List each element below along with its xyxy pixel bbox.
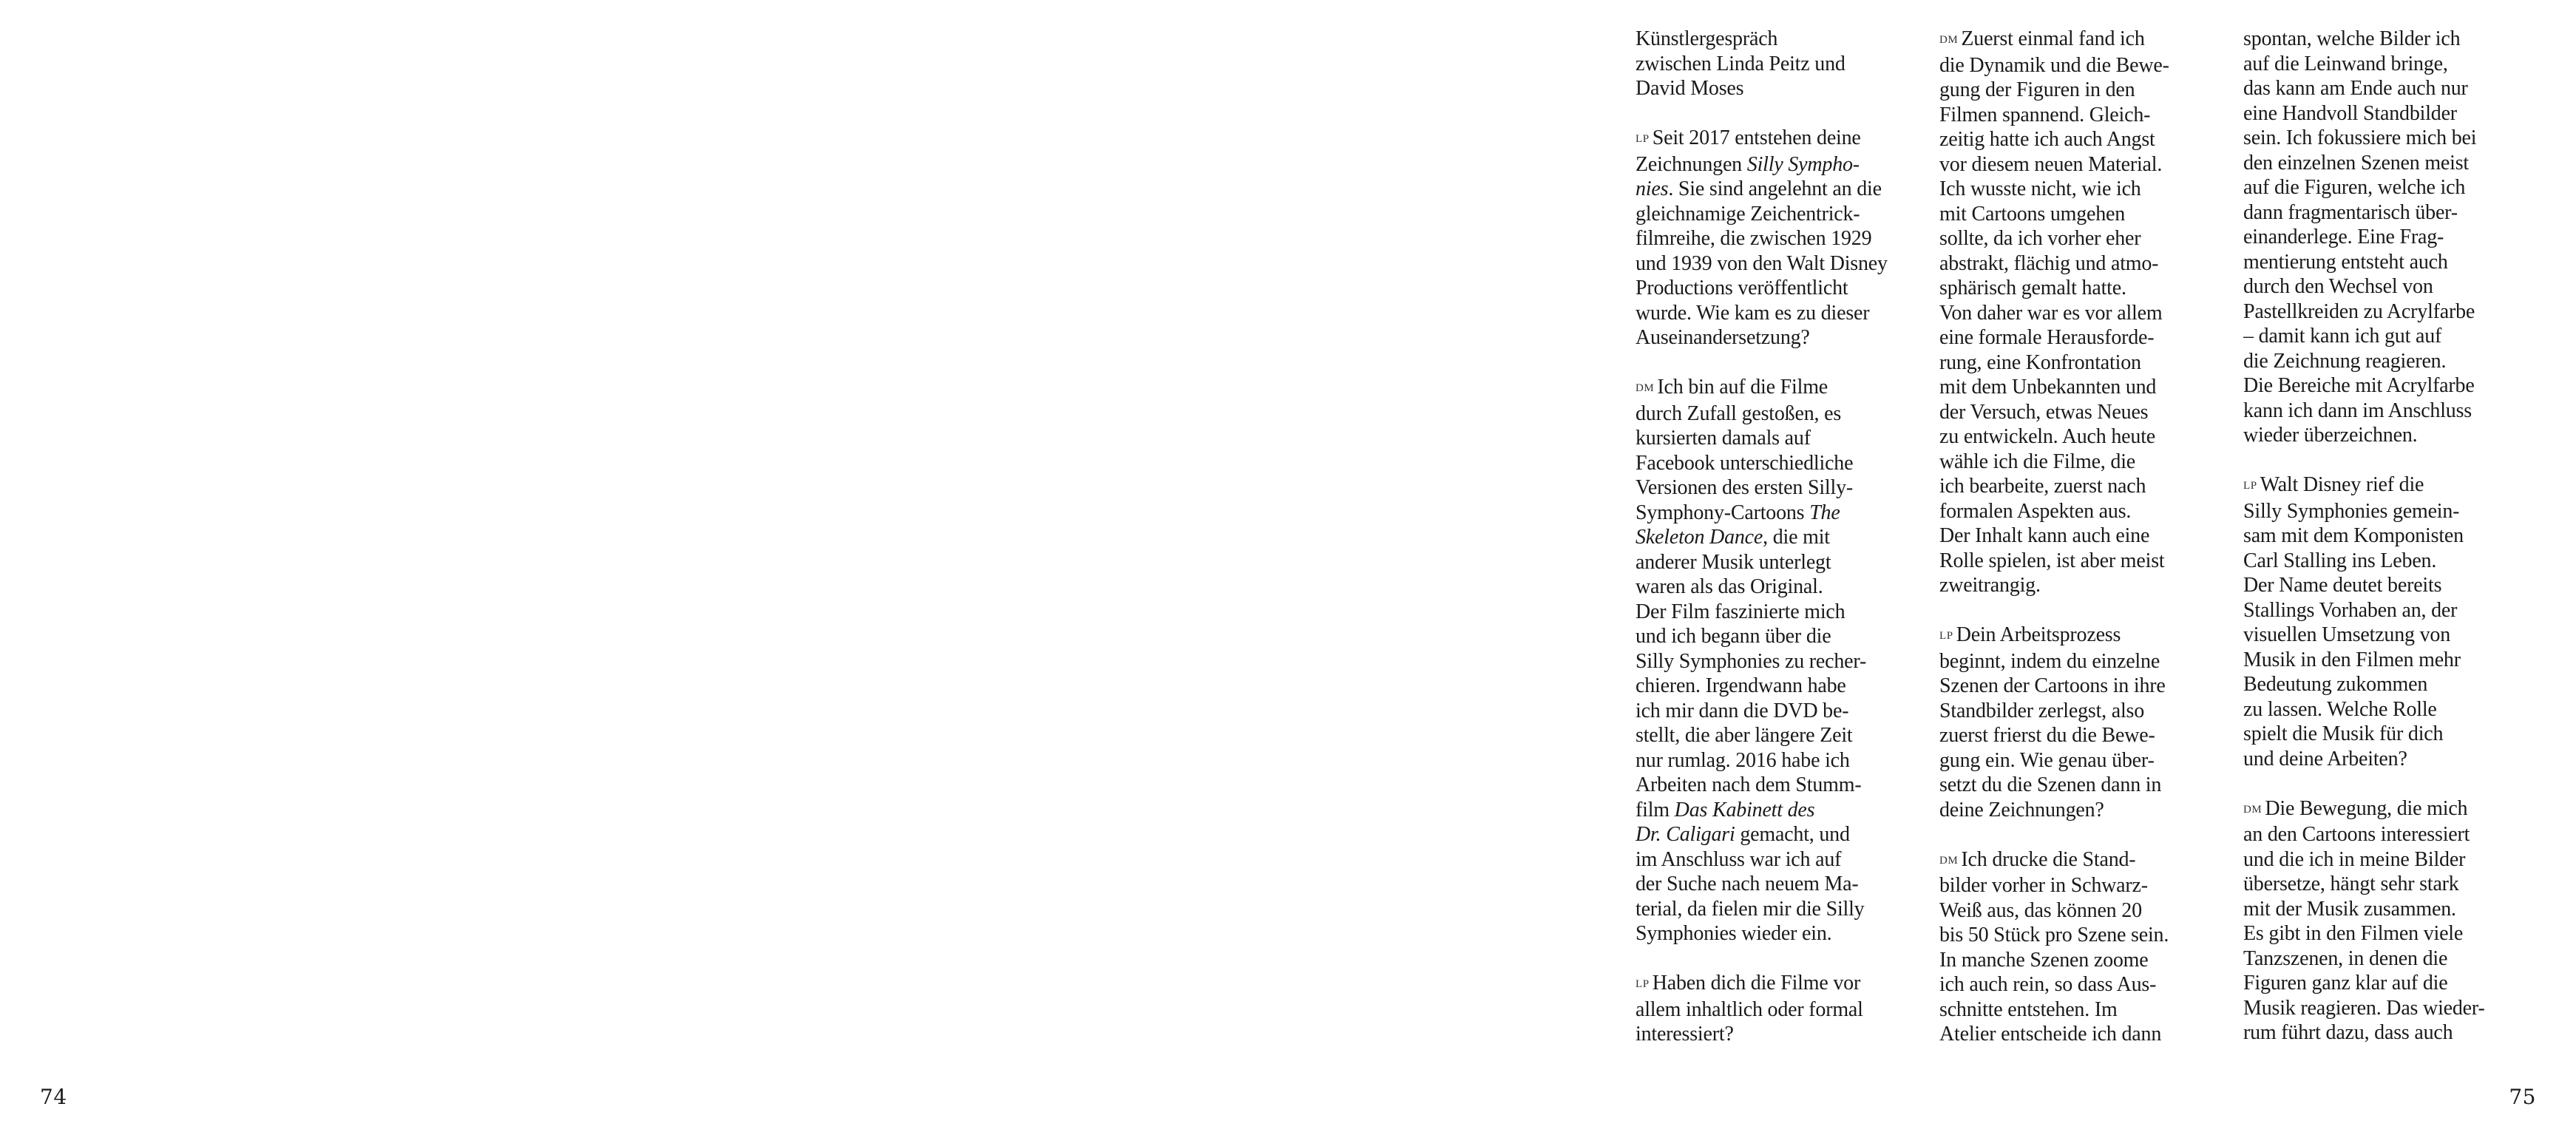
answer-paragraph-continued: spontan, welche Bilder ich auf die Leinwand bringe, das kann am Ende auch nur eine Handvoll Standbilder sein. Ich fokussiere mich bei den einzelnen Szenen meist auf die Figuren, welche ich dann fragmentarisch über- einanderlege. Eine Frag- mentierung entsteht auch durch den Wechsel von Pastellkreiden zu Acrylfarbe – damit kann ich gut auf die Zeichnung reagieren. Die Bereiche mit Acrylfarbe kann ich dann im Anschluss wieder überzeichnen. [2243,27,2477,447]
question-paragraph: LP Haben dich die Filme vor allem inhaltlich oder formal interessiert? [1636,972,1863,1046]
work-title-continued: nies [1636,177,1669,200]
speaker-mark-lp: LP [2243,480,2257,492]
speaker-mark-dm: DM [1636,382,1655,394]
interview-title: Künstlergespräch zwischen Linda Peitz und David Moses [1636,27,1845,100]
text-column-1 [1636,27,1939,1062]
film-title-caligari-continued: Dr. Caligari [1636,823,1735,846]
page-number-left: 74 [40,1085,67,1109]
work-title: Silly Sympho- [1746,152,1860,176]
answer-paragraph: DM Ich bin auf die Filme durch Zufall gestoßen, es kursierten damals auf Facebook unterschiedliche Versionen des ersten Silly- Symphony-Cartoons The Skeleton Dance, die mit anderer Musik unterlegt waren als das Original. Der Film faszinierte mich und ich begann über die Silly Symphonies zu recher- chieren. Irgendwann habe ich mir dann die DVD be- stellt, die aber längere Zeit nur rumlag. 2016 habe ich Arbeiten nach dem Stumm- film Das Kabinett des Dr. Caligari gemacht, und im Anschluss war ich auf der Suche nach neuem Ma- terial, da fielen mir die Silly Symphonies wieder ein. [1636,376,1867,945]
speaker-mark-lp: LP [1939,630,1953,642]
speaker-mark-dm: DM [1939,854,1959,867]
film-title-continued: Skeleton Dance [1636,526,1763,549]
answer-paragraph: DM Ich drucke die Stand- bilder vorher in Schwarz- Weiß aus, das können 20 bis 50 Stück pro Szene sein. In manche Szenen zoome ich auch rein, so dass Aus- schnitte entstehen. Im Atelier entscheide ich dann [1939,847,2169,1046]
text-column-2 [1939,27,2243,1062]
speaker-mark-lp: LP [1636,133,1650,145]
question-paragraph: LP Walt Disney rief die Silly Symphonies gemein- sam mit dem Komponisten Carl Stalling ins Leben. Der Name deutet bereits Stallings Vorhaben an, der visuellen Umsetzung von Musik in den Filmen mehr Bedeutung zukommen zu lassen. Welche Rolle spielt die Musik für dich und deine Arbeiten? [2243,473,2464,770]
right-page [1288,0,2576,1135]
answer-paragraph: DM Die Bewegung, die mich an den Cartoons interessiert und die ich in meine Bilder übersetze, hängt sehr stark mit der Musik zusammen. Es gibt in den Filmen viele Tanzszenen, in denen die Figuren ganz klar auf die Musik reagieren. Das wieder- rum führt dazu, dass auch [2243,796,2485,1044]
question-paragraph: LP Dein Arbeitsprozess beginnt, indem du einzelne Szenen der Cartoons in ihre Standbilder zerlegst, also zuerst frierst du die Bewe- gung ein. Wie genau über- setzt du die Szenen dann in deine Zeichnungen? [1939,623,2166,821]
page-number-right: 75 [2509,1085,2536,1109]
answer-paragraph: DM Zuerst einmal fand ich die Dynamik und die Bewe- gung der Figuren in den Filmen spannend. Gleich- zeitig hatte ich auch Angst vor diesem neuen Material. Ich wusste nicht, wie ich mit Cartoons umgehen sollte, da ich vorher eher abstrakt, flächig und atmo- sphärisch gemalt hatte. Von daher war es vor allem eine formale Herausforde- rung, eine Konfrontation mit dem Unbekannten und der Versuch, etwas Neues zu entwickeln. Auch heute wähle ich die Filme, die ich bearbeite, zuerst nach formalen Aspekten aus. Der Inhalt kann auch eine Rolle spielen, ist aber meist zweitrangig. [1939,27,2169,597]
question-paragraph: LP Seit 2017 entstehen deine Zeichnungen Silly Sympho- nies. Sie sind angelehnt an die gleichnamige Zeichentrick- filmreihe, die zwischen 1929 und 1939 von den Walt Disney Productions veröffentlicht wurde. Wie kam es zu dieser Auseinandersetzung? [1636,126,1888,349]
film-title-caligari: Das Kabinett des [1674,798,1815,821]
speaker-mark-dm: DM [2243,803,2263,816]
film-title: The [1809,501,1840,524]
text-column-3 [2243,27,2546,1062]
speaker-mark-lp: LP [1636,978,1650,990]
speaker-mark-dm: DM [1939,34,1959,46]
